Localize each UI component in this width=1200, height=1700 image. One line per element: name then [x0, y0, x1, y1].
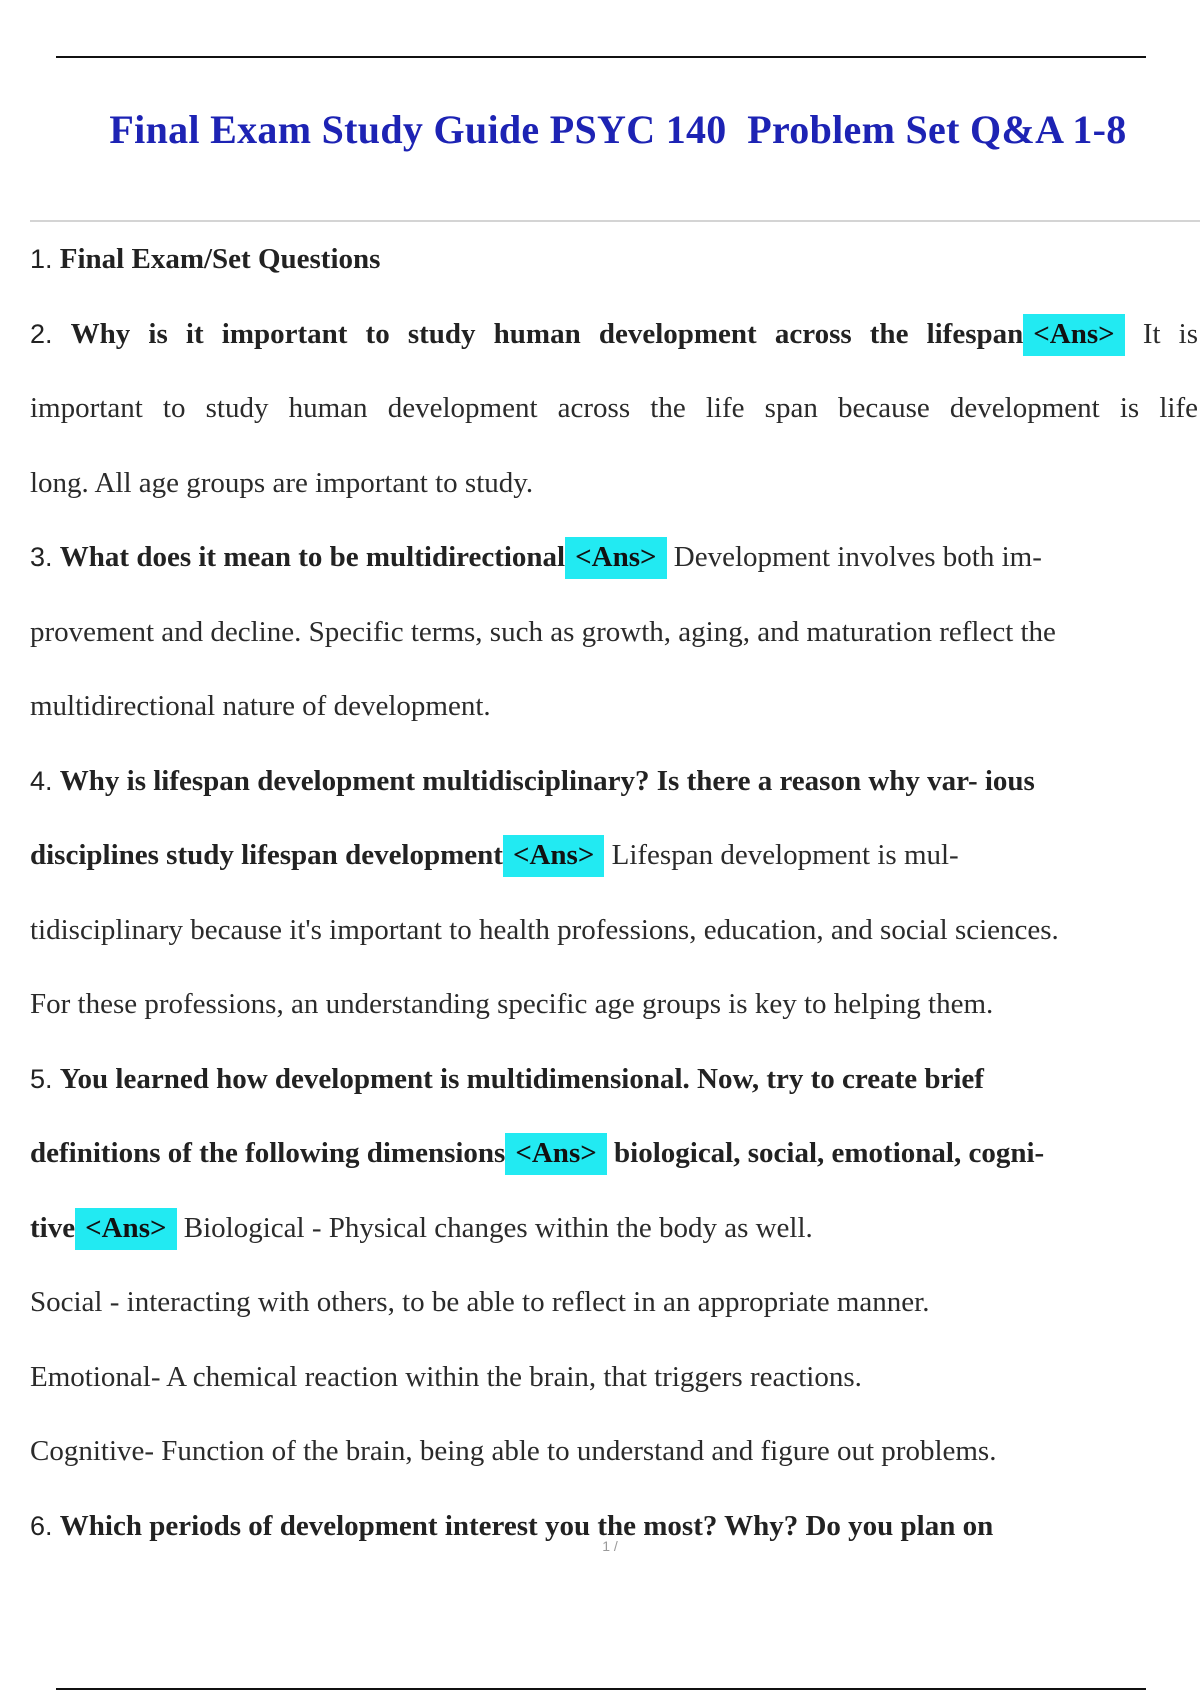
- answer-line: tidisciplinary because it's important to health professions, education, and social sciences.: [30, 913, 1059, 946]
- question-number: 6.: [30, 1510, 53, 1541]
- answer-line: For these professions, an understanding specific age groups is key to helping them.: [30, 988, 994, 1020]
- question-text: Why is lifespan development multidisciplinary? Is there a reason why var- ious: [59, 764, 1035, 797]
- answer-line: Social - interacting with others, to be able to reflect in an appropriate manner.: [30, 1286, 930, 1318]
- top-rule: [56, 56, 1146, 58]
- ans-highlight: <Ans>: [75, 1208, 176, 1250]
- question-line: definitions of the following dimensions <Ans> biological, social, emotional, cogni-: [30, 1116, 1198, 1191]
- question-text: Final Exam/Set Questions: [59, 243, 381, 275]
- question-5: [30, 1042, 1198, 1117]
- ans-highlight: <Ans>: [565, 537, 666, 579]
- answer-line: Emotional- A chemical reaction within the brain, that triggers reactions.: [30, 1360, 862, 1393]
- document-title: Final Exam Study Guide PSYC 140 Problem Set Q&A 1-8: [109, 107, 1127, 152]
- question-3: [30, 520, 1198, 595]
- ans-highlight: <Ans>: [503, 835, 604, 877]
- answer-line: provement and decline. Specific terms, such as growth, aging, and maturation reflect the: [30, 615, 1056, 648]
- question-line: tive <Ans> Biological - Physical changes within the body as well.: [30, 1191, 1198, 1266]
- ans-highlight: <Ans>: [505, 1133, 606, 1175]
- answer-text: Lifespan development is mul-: [611, 839, 959, 871]
- answer-text: Development involves both im-: [673, 541, 1042, 573]
- question-2: [30, 297, 1198, 372]
- question-number: 2.: [30, 318, 53, 349]
- question-text: Why is it important to study human development across the lifespan: [70, 317, 1024, 350]
- answer-line: long. All age groups are important to study.: [30, 466, 534, 499]
- answer-text: It is: [1142, 317, 1198, 350]
- question-1: [30, 222, 1198, 297]
- answer-text: Biological - Physical changes within the body as well.: [183, 1211, 813, 1244]
- question-number: 1.: [30, 244, 53, 274]
- question-text: What does it mean to be multidirectional: [59, 541, 566, 573]
- question-number: 5.: [30, 1063, 53, 1094]
- question-4: [30, 744, 1198, 819]
- question-text: Which periods of development interest you the most? Why? Do you plan on: [59, 1509, 994, 1542]
- page-number: 1 /: [602, 1538, 618, 1554]
- answer-line: multidirectional nature of development.: [30, 690, 491, 722]
- answer-line: important to study human development across the life span because development is life: [30, 392, 1198, 424]
- ans-highlight: <Ans>: [1023, 314, 1124, 356]
- question-list: [30, 222, 1198, 1563]
- question-line: disciplines study lifespan development <Ans> Lifespan development is mul-: [30, 818, 1198, 893]
- bottom-rule: [56, 1688, 1146, 1690]
- question-number: 4.: [30, 765, 53, 796]
- answer-line: Cognitive- Function of the brain, being able to understand and figure out problems.: [30, 1435, 997, 1467]
- question-number: 3.: [30, 542, 53, 572]
- question-text: You learned how development is multidimensional. Now, try to create brief: [59, 1062, 984, 1095]
